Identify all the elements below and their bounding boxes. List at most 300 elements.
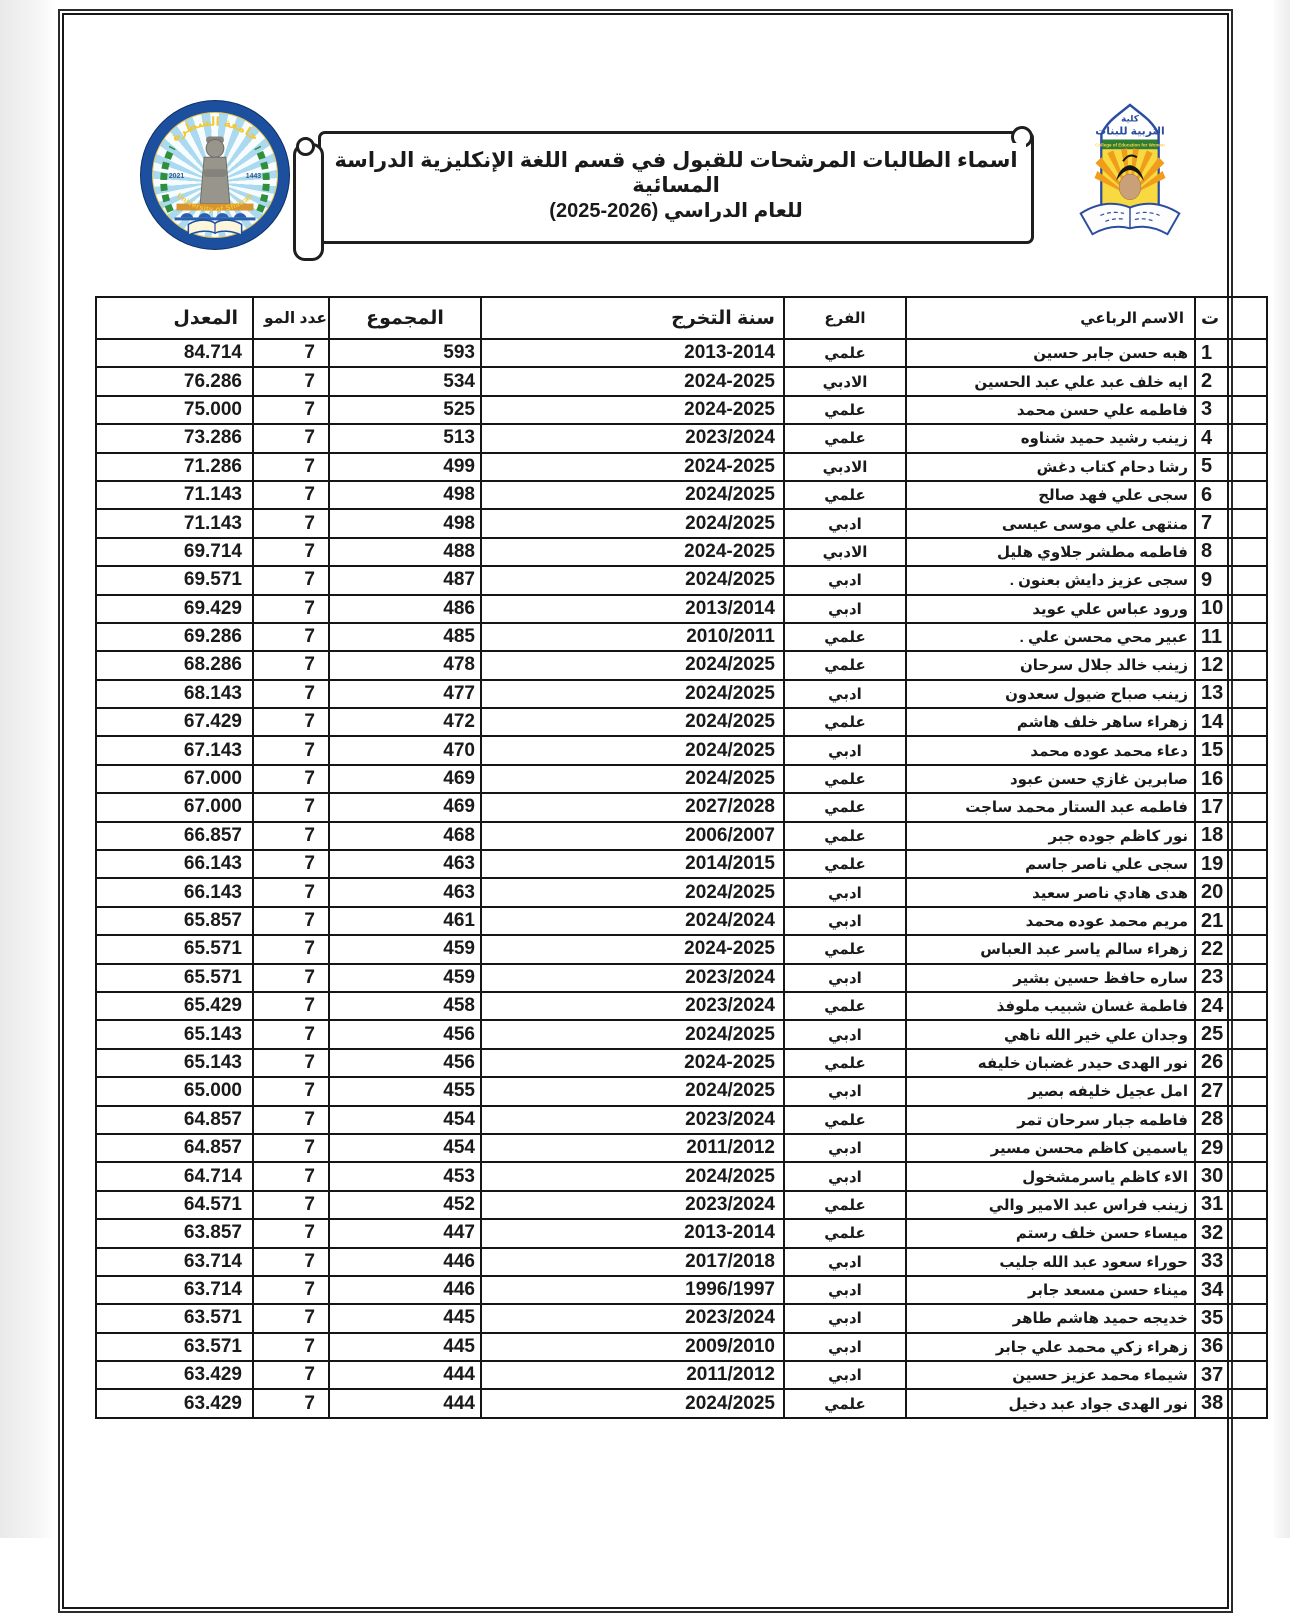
cell-avg: 69.714	[96, 538, 253, 566]
table-row	[96, 1106, 1267, 1134]
cell-avg: 65.857	[96, 907, 253, 935]
cell-name: منتهى علي موسى عيسى	[906, 509, 1195, 537]
cell-total: 478	[329, 651, 481, 679]
cell-no: 4	[1195, 424, 1267, 452]
cell-name: سجى علي فهد صالح	[906, 481, 1195, 509]
cell-name: امل عجيل خليفه بصير	[906, 1077, 1195, 1105]
cell-avg: 64.857	[96, 1134, 253, 1162]
cell-subjects: 7	[253, 1077, 329, 1105]
cell-subjects: 7	[253, 651, 329, 679]
cell-subjects: 7	[253, 1020, 329, 1048]
cell-branch: ادبي	[784, 736, 906, 764]
cell-subjects: 7	[253, 1248, 329, 1276]
cell-branch: ادبي	[784, 1361, 906, 1389]
cell-branch: ادبي	[784, 1162, 906, 1190]
cell-name: نور كاظم جوده جبر	[906, 822, 1195, 850]
cell-name: هدى هادي ناصر سعيد	[906, 878, 1195, 906]
college-logo-art	[1056, 102, 1204, 240]
cell-subjects: 7	[253, 1304, 329, 1332]
cell-name: دعاء محمد عوده محمد	[906, 736, 1195, 764]
cell-avg: 75.000	[96, 396, 253, 424]
cell-name: عبير محي محسن علي .	[906, 623, 1195, 651]
cell-year: 2023/2024	[481, 1304, 784, 1332]
cell-name: زهراء زكي محمد علي جابر	[906, 1333, 1195, 1361]
cell-total: 463	[329, 850, 481, 878]
cell-subjects: 7	[253, 481, 329, 509]
cell-no: 38	[1195, 1389, 1267, 1417]
table-row	[96, 1049, 1267, 1077]
cell-no: 35	[1195, 1304, 1267, 1332]
cell-branch: علمي	[784, 481, 906, 509]
cell-name: الاء كاظم ياسرمشخول	[906, 1162, 1195, 1190]
cell-total: 453	[329, 1162, 481, 1190]
cell-no: 21	[1195, 907, 1267, 935]
cell-year: 2024/2025	[481, 736, 784, 764]
cell-name: زينب خالد جلال سرحان	[906, 651, 1195, 679]
cell-total: 446	[329, 1276, 481, 1304]
cell-avg: 76.286	[96, 367, 253, 395]
gudea-statue-icon	[200, 137, 230, 204]
cell-branch: علمي	[784, 1106, 906, 1134]
cell-name: ورود عباس علي عويد	[906, 595, 1195, 623]
cell-avg: 64.571	[96, 1191, 253, 1219]
cell-year: 2024/2024	[481, 907, 784, 935]
cell-no: 5	[1195, 453, 1267, 481]
logo-year-gregorian: 2021	[168, 172, 185, 180]
cell-total: 444	[329, 1361, 481, 1389]
cell-subjects: 7	[253, 339, 329, 367]
cell-total: 534	[329, 367, 481, 395]
cell-branch: الادبي	[784, 453, 906, 481]
cell-subjects: 7	[253, 509, 329, 537]
cell-total: 452	[329, 1191, 481, 1219]
table-row	[96, 424, 1267, 452]
cell-name: ميساء حسن خلف رستم	[906, 1219, 1195, 1247]
cell-name: زينب صباح ضيول سعدون	[906, 680, 1195, 708]
cell-year: 2013-2014	[481, 1219, 784, 1247]
cell-subjects: 7	[253, 595, 329, 623]
cell-total: 593	[329, 339, 481, 367]
cell-total: 463	[329, 878, 481, 906]
cell-subjects: 7	[253, 1219, 329, 1247]
cell-total: 454	[329, 1106, 481, 1134]
scroll-curl-icon	[1011, 126, 1033, 148]
cell-no: 31	[1195, 1191, 1267, 1219]
college-book-icon	[1081, 204, 1180, 234]
cell-year: 2023/2024	[481, 1106, 784, 1134]
cell-subjects: 7	[253, 1191, 329, 1219]
cell-year: 2024/2025	[481, 765, 784, 793]
cell-branch: ادبي	[784, 907, 906, 935]
cell-total: 446	[329, 1248, 481, 1276]
cell-avg: 65.143	[96, 1049, 253, 1077]
cell-name: خديجه حميد هاشم طاهر	[906, 1304, 1195, 1332]
cell-subjects: 7	[253, 907, 329, 935]
cell-total: 470	[329, 736, 481, 764]
cell-year: 2023/2024	[481, 1191, 784, 1219]
cell-subjects: 7	[253, 708, 329, 736]
cell-branch: ادبي	[784, 1304, 906, 1332]
cell-name: ساره حافظ حسين بشير	[906, 964, 1195, 992]
cell-branch: علمي	[784, 708, 906, 736]
table-row	[96, 538, 1267, 566]
column-header-branch: الفرع	[784, 297, 906, 339]
cell-year: 2024/2025	[481, 1162, 784, 1190]
cell-year: 2024/2025	[481, 651, 784, 679]
cell-name: فاطمه عبد الستار محمد ساجت	[906, 793, 1195, 821]
table-row	[96, 651, 1267, 679]
cell-branch: ادبي	[784, 1276, 906, 1304]
cell-no: 30	[1195, 1162, 1267, 1190]
cell-avg: 73.286	[96, 424, 253, 452]
university-of-shatrah-logo	[141, 101, 289, 249]
cell-avg: 71.143	[96, 481, 253, 509]
cell-subjects: 7	[253, 1333, 329, 1361]
cell-no: 25	[1195, 1020, 1267, 1048]
cell-total: 461	[329, 907, 481, 935]
cell-subjects: 7	[253, 396, 329, 424]
cell-avg: 67.143	[96, 736, 253, 764]
cell-name: فاطمه مطشر جلاوي هليل	[906, 538, 1195, 566]
cell-avg: 63.857	[96, 1219, 253, 1247]
cell-branch: ادبي	[784, 1134, 906, 1162]
cell-branch: ادبي	[784, 964, 906, 992]
cell-total: 454	[329, 1134, 481, 1162]
cell-name: وجدان علي خير الله ناهي	[906, 1020, 1195, 1048]
open-book-icon	[188, 220, 241, 235]
cell-avg: 69.429	[96, 595, 253, 623]
cell-year: 2024/2025	[481, 680, 784, 708]
cell-subjects: 7	[253, 765, 329, 793]
cell-branch: ادبي	[784, 1020, 906, 1048]
cell-year: 2014/2015	[481, 850, 784, 878]
cell-no: 20	[1195, 878, 1267, 906]
cell-total: 477	[329, 680, 481, 708]
cell-name: زينب فراس عبد الامير والي	[906, 1191, 1195, 1219]
cell-subjects: 7	[253, 680, 329, 708]
table-row	[96, 1191, 1267, 1219]
scroll-roll-icon	[293, 143, 324, 261]
table-row	[96, 822, 1267, 850]
table-row	[96, 736, 1267, 764]
cell-total: 488	[329, 538, 481, 566]
cell-avg: 64.857	[96, 1106, 253, 1134]
cell-branch: ادبي	[784, 1077, 906, 1105]
cell-name: رشا دحام كتاب دغش	[906, 453, 1195, 481]
cell-total: 487	[329, 566, 481, 594]
cell-year: 2024-2025	[481, 538, 784, 566]
cell-name: ميناء حسن مسعد جابر	[906, 1276, 1195, 1304]
cell-branch: الادبي	[784, 367, 906, 395]
logo-arc-title: جامعة الشطرة	[168, 114, 262, 145]
cell-year: 2023/2024	[481, 992, 784, 1020]
cell-subjects: 7	[253, 566, 329, 594]
cell-subjects: 7	[253, 623, 329, 651]
cell-no: 6	[1195, 481, 1267, 509]
cell-no: 17	[1195, 793, 1267, 821]
university-logo-art	[141, 101, 289, 249]
cell-no: 19	[1195, 850, 1267, 878]
column-header-subjects: عدد المو	[253, 297, 329, 339]
cell-avg: 69.286	[96, 623, 253, 651]
table-row	[96, 992, 1267, 1020]
cell-avg: 67.429	[96, 708, 253, 736]
cell-name: سجى عزيز دايش بعنون .	[906, 566, 1195, 594]
cell-avg: 68.286	[96, 651, 253, 679]
table-row	[96, 1276, 1267, 1304]
cell-total: 459	[329, 935, 481, 963]
table-row	[96, 367, 1267, 395]
cell-branch: علمي	[784, 396, 906, 424]
cell-subjects: 7	[253, 736, 329, 764]
cell-year: 2024-2025	[481, 453, 784, 481]
cell-avg: 71.143	[96, 509, 253, 537]
column-header-total: المجموع	[329, 297, 481, 339]
cell-branch: ادبي	[784, 1248, 906, 1276]
table-row	[96, 453, 1267, 481]
cell-year: 2013/2014	[481, 595, 784, 623]
cell-branch: علمي	[784, 1049, 906, 1077]
cell-no: 13	[1195, 680, 1267, 708]
table-row	[96, 1361, 1267, 1389]
cell-no: 27	[1195, 1077, 1267, 1105]
cell-name: فاطمه علي حسن محمد	[906, 396, 1195, 424]
cell-branch: ادبي	[784, 566, 906, 594]
cell-no: 11	[1195, 623, 1267, 651]
cell-total: 445	[329, 1333, 481, 1361]
cell-no: 37	[1195, 1361, 1267, 1389]
table-row	[96, 1020, 1267, 1048]
cell-branch: ادبي	[784, 509, 906, 537]
table-row	[96, 1077, 1267, 1105]
cell-no: 36	[1195, 1333, 1267, 1361]
cell-year: 2024-2025	[481, 367, 784, 395]
table-row	[96, 765, 1267, 793]
cell-avg: 63.429	[96, 1361, 253, 1389]
cell-year: 2024/2025	[481, 566, 784, 594]
cell-name: نور الهدى حيدر غضبان خليفه	[906, 1049, 1195, 1077]
cell-no: 33	[1195, 1248, 1267, 1276]
cell-no: 28	[1195, 1106, 1267, 1134]
cell-no: 10	[1195, 595, 1267, 623]
cell-branch: علمي	[784, 1191, 906, 1219]
cell-name: هبه حسن جابر حسين	[906, 339, 1195, 367]
cell-name: زهراء سالم ياسر عبد العباس	[906, 935, 1195, 963]
table-row	[96, 1219, 1267, 1247]
cell-total: 456	[329, 1049, 481, 1077]
cell-avg: 65.571	[96, 935, 253, 963]
college-logo-line1: كلية	[1121, 113, 1139, 124]
cell-year: 2011/2012	[481, 1361, 784, 1389]
cell-year: 2027/2028	[481, 793, 784, 821]
cell-no: 16	[1195, 765, 1267, 793]
cell-name: مريم محمد عوده محمد	[906, 907, 1195, 935]
cell-branch: ادبي	[784, 878, 906, 906]
cell-subjects: 7	[253, 1276, 329, 1304]
cell-subjects: 7	[253, 935, 329, 963]
cell-year: 2023/2024	[481, 964, 784, 992]
cell-subjects: 7	[253, 1162, 329, 1190]
cell-avg: 63.571	[96, 1304, 253, 1332]
cell-subjects: 7	[253, 1106, 329, 1134]
table-row	[96, 935, 1267, 963]
cell-subjects: 7	[253, 1389, 329, 1417]
cell-no: 26	[1195, 1049, 1267, 1077]
cell-name: نور الهدى جواد عبد دخيل	[906, 1389, 1195, 1417]
cell-branch: علمي	[784, 651, 906, 679]
cell-no: 29	[1195, 1134, 1267, 1162]
table-row	[96, 907, 1267, 935]
cell-year: 2024-2025	[481, 935, 784, 963]
cell-subjects: 7	[253, 992, 329, 1020]
cell-name: زهراء ساهر خلف هاشم	[906, 708, 1195, 736]
cell-subjects: 7	[253, 822, 329, 850]
table-row	[96, 566, 1267, 594]
cell-subjects: 7	[253, 538, 329, 566]
cell-name: زينب رشيد حميد شناوه	[906, 424, 1195, 452]
cell-avg: 66.857	[96, 822, 253, 850]
cell-year: 2024-2025	[481, 396, 784, 424]
cell-total: 472	[329, 708, 481, 736]
cell-avg: 68.143	[96, 680, 253, 708]
cell-name: شيماء محمد عزيز حسين	[906, 1361, 1195, 1389]
cell-subjects: 7	[253, 964, 329, 992]
cell-branch: علمي	[784, 1219, 906, 1247]
cell-total: 469	[329, 765, 481, 793]
table-row	[96, 623, 1267, 651]
cell-no: 34	[1195, 1276, 1267, 1304]
cell-branch: علمي	[784, 822, 906, 850]
cell-avg: 63.571	[96, 1333, 253, 1361]
cell-total: 456	[329, 1020, 481, 1048]
cell-subjects: 7	[253, 1361, 329, 1389]
cell-subjects: 7	[253, 367, 329, 395]
cell-no: 24	[1195, 992, 1267, 1020]
cell-year: 2024/2025	[481, 708, 784, 736]
cell-year: 2011/2012	[481, 1134, 784, 1162]
cell-branch: علمي	[784, 850, 906, 878]
cell-year: 2024/2025	[481, 1020, 784, 1048]
column-header-avg: المعدل	[96, 297, 253, 339]
cell-year: 1996/1997	[481, 1276, 784, 1304]
cell-total: 444	[329, 1389, 481, 1417]
cell-branch: ادبي	[784, 1333, 906, 1361]
cell-branch: الادبي	[784, 538, 906, 566]
cell-branch: علمي	[784, 793, 906, 821]
cell-subjects: 7	[253, 878, 329, 906]
cell-avg: 84.714	[96, 339, 253, 367]
college-logo-band-text: College of Education for Women	[1095, 142, 1165, 148]
cell-avg: 63.429	[96, 1389, 253, 1417]
table-row	[96, 850, 1267, 878]
column-header-year: سنة التخرج	[481, 297, 784, 339]
cell-avg: 66.143	[96, 850, 253, 878]
page-title: اسماء الطالبات المرشحات للقبول في قسم اللغة الإنكليزية الدراسة المسائية	[334, 149, 1018, 197]
cell-year: 2009/2010	[481, 1333, 784, 1361]
table-row	[96, 1134, 1267, 1162]
table-row	[96, 964, 1267, 992]
cell-no: 32	[1195, 1219, 1267, 1247]
cell-total: 486	[329, 595, 481, 623]
cell-no: 8	[1195, 538, 1267, 566]
cell-year: 2024-2025	[481, 1049, 784, 1077]
cell-avg: 66.143	[96, 878, 253, 906]
cell-no: 9	[1195, 566, 1267, 594]
cell-year: 2023/2024	[481, 424, 784, 452]
table-row	[96, 1162, 1267, 1190]
cell-total: 498	[329, 481, 481, 509]
cell-year: 2006/2007	[481, 822, 784, 850]
logo-arc-subtitle: University of Shatrah	[175, 190, 255, 214]
cell-subjects: 7	[253, 424, 329, 452]
cell-branch: علمي	[784, 424, 906, 452]
cell-no: 2	[1195, 367, 1267, 395]
students-table-head-row	[96, 297, 1267, 339]
table-row	[96, 595, 1267, 623]
cell-total: 513	[329, 424, 481, 452]
cell-avg: 65.571	[96, 964, 253, 992]
column-header-name: الاسم الرباعي	[906, 297, 1195, 339]
title-banner	[318, 131, 1034, 244]
cell-total: 459	[329, 964, 481, 992]
cell-year: 2024/2025	[481, 1389, 784, 1417]
cell-branch: علمي	[784, 992, 906, 1020]
table-row	[96, 481, 1267, 509]
cell-avg: 65.143	[96, 1020, 253, 1048]
cell-no: 1	[1195, 339, 1267, 367]
cell-name: سجى علي ناصر جاسم	[906, 850, 1195, 878]
cell-name: ياسمين كاظم محسن مسير	[906, 1134, 1195, 1162]
cell-no: 3	[1195, 396, 1267, 424]
cell-subjects: 7	[253, 850, 329, 878]
cell-name: فاطمه جبار سرحان تمر	[906, 1106, 1195, 1134]
cell-total: 468	[329, 822, 481, 850]
table-row	[96, 1304, 1267, 1332]
cell-name: حوراء سعود عبد الله جليب	[906, 1248, 1195, 1276]
cell-subjects: 7	[253, 1134, 329, 1162]
cell-subjects: 7	[253, 793, 329, 821]
cell-name: فاطمة غسان شبيب ملوفذ	[906, 992, 1195, 1020]
table-row	[96, 680, 1267, 708]
table-row	[96, 793, 1267, 821]
cell-year: 2024/2025	[481, 1077, 784, 1105]
cell-no: 18	[1195, 822, 1267, 850]
cell-avg: 63.714	[96, 1248, 253, 1276]
cell-subjects: 7	[253, 1049, 329, 1077]
cell-branch: علمي	[784, 765, 906, 793]
cell-avg: 65.429	[96, 992, 253, 1020]
cell-subjects: 7	[253, 453, 329, 481]
cell-avg: 64.714	[96, 1162, 253, 1190]
table-row	[96, 1248, 1267, 1276]
cell-total: 447	[329, 1219, 481, 1247]
cell-total: 525	[329, 396, 481, 424]
scan-margin-left	[0, 0, 56, 1538]
table-row	[96, 878, 1267, 906]
cell-no: 12	[1195, 651, 1267, 679]
cell-year: 2013-2014	[481, 339, 784, 367]
logo-year-hijri: 1443	[245, 172, 262, 180]
cell-avg: 63.714	[96, 1276, 253, 1304]
cell-total: 498	[329, 509, 481, 537]
cell-year: 2024/2025	[481, 509, 784, 537]
students-table-body	[96, 339, 1267, 1418]
college-logo-line2: التربية للبنات	[1095, 125, 1165, 138]
cell-no: 23	[1195, 964, 1267, 992]
cell-branch: علمي	[784, 935, 906, 963]
cell-no: 7	[1195, 509, 1267, 537]
scan-margin-right	[1274, 0, 1290, 1538]
